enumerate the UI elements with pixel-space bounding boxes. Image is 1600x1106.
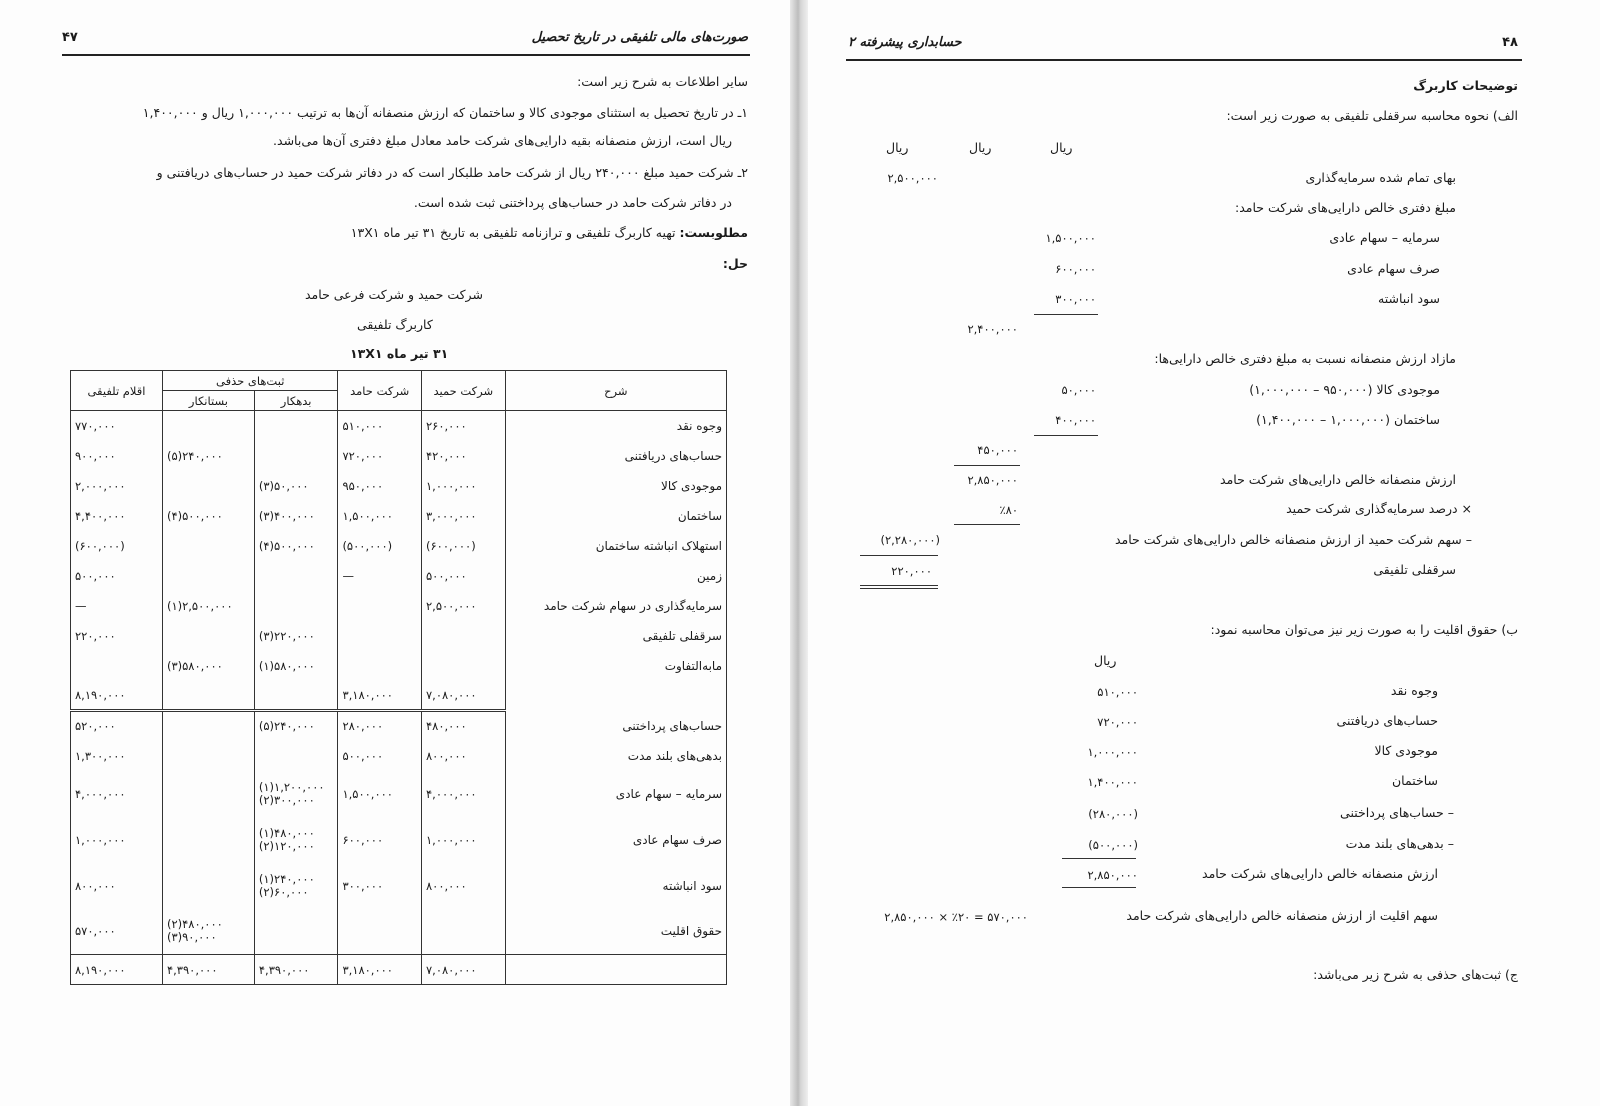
col-header-hamed: شرکت حامد [338, 371, 422, 411]
row-hamed-value [338, 621, 422, 651]
b-item-label: موجودی کالا [1374, 743, 1438, 758]
table-row [71, 621, 727, 651]
row-hamid-value: (۶۰۰,۰۰۰) [422, 531, 506, 561]
capital-label: سرمایه – سهام عادی [1329, 230, 1440, 245]
row-credit-value [162, 909, 254, 955]
row-hamed-value [338, 909, 422, 955]
row-debit-value [254, 909, 338, 955]
goodwill-rule [860, 555, 938, 556]
table-row [71, 501, 727, 531]
row-description: موجودی کالا [505, 471, 726, 501]
a-intro: الف) نحوه محاسبه سرقفلی تلفیقی به صورت زیر است: [1226, 108, 1518, 123]
row-consolidated-value: ۲۲۰,۰۰۰ [71, 621, 163, 651]
row-hamid-value: ۲۶۰,۰۰۰ [422, 411, 506, 441]
row-credit-value [162, 741, 254, 771]
row-hamid-value: ۸۰۰,۰۰۰ [422, 863, 506, 909]
row-description: سرقفلی تلفیقی [505, 621, 726, 651]
goodwill-double-rule [860, 585, 938, 589]
subtotal-consolidated: ۸,۱۹۰,۰۰۰ [71, 681, 163, 711]
total-description [505, 955, 726, 985]
premium-label: صرف سهام عادی [1347, 261, 1440, 276]
row-hamed-value: ۵۰۰,۰۰۰ [338, 741, 422, 771]
b-item-label: حساب‌های دریافتنی [1336, 713, 1438, 728]
table-row [71, 591, 727, 621]
row-hamid-value [422, 621, 506, 651]
col-header-hamid: شرکت حمید [422, 371, 506, 411]
goodwill-label: سرقفلی تلفیقی [1373, 562, 1456, 577]
excess-label: مازاد ارزش منصفانه نسبت به مبلغ دفتری خالص دارایی‌ها: [1154, 351, 1456, 366]
row-debit-value: (۱)۵۸۰,۰۰۰ [254, 651, 338, 681]
b-item-value: ۱,۴۰۰,۰۰۰ [1087, 775, 1138, 789]
row-hamed-value: (۵۰۰,۰۰۰) [338, 531, 422, 561]
row-description: بدهی‌های بلند مدت [505, 741, 726, 771]
b-item-label: – بدهی‌های بلند مدت [1345, 836, 1454, 851]
b-total-underline [1062, 887, 1136, 888]
row-hamid-value: ۲,۵۰۰,۰۰۰ [422, 591, 506, 621]
row-description: زمین [505, 561, 726, 591]
row-debit-value-line2: (۲)۳۰۰,۰۰۰ [258, 792, 315, 807]
table-row [71, 863, 727, 909]
row-credit-value [162, 863, 254, 909]
col-header-consolidated: اقلام تلفیقی [71, 371, 163, 411]
minority-label: سهم اقلیت از ارزش منصفانه خالص دارایی‌های شرکت حامد [1126, 908, 1438, 923]
col-header-debit: بدهکار [254, 391, 338, 411]
row-hamed-value: — [338, 561, 422, 591]
row-debit-value [254, 817, 338, 863]
table-row [71, 471, 727, 501]
b-item-label: – حساب‌های پرداختنی [1340, 805, 1454, 820]
row-description: سود انباشته [505, 863, 726, 909]
row-consolidated-value: ۵۷۰,۰۰۰ [71, 909, 163, 955]
table-row [71, 651, 727, 681]
row-credit-value [162, 771, 254, 817]
row-hamid-value: ۳,۰۰۰,۰۰۰ [422, 501, 506, 531]
row-debit-value: (۴)۵۰۰,۰۰۰ [254, 531, 338, 561]
subtotal-hamed: ۳,۱۸۰,۰۰۰ [338, 681, 422, 711]
total-credit: ۴,۳۹۰,۰۰۰ [162, 955, 254, 985]
goodwill-value: ۲۲۰,۰۰۰ [891, 564, 932, 578]
col-rial-2: ریال [969, 140, 992, 155]
item2-line2: در دفاتر شرکت حامد در حساب‌های پرداختنی ثبت شده است. [413, 195, 732, 210]
row-hamid-value: ۴۲۰,۰۰۰ [422, 441, 506, 471]
row-description: سرمایه‌گذاری در سهام شرکت حامد [505, 591, 726, 621]
row-debit-value [254, 561, 338, 591]
table-row [71, 711, 727, 741]
row-debit-value [254, 411, 338, 441]
row-hamed-value [338, 651, 422, 681]
row-credit-value: (۵)۲۴۰,۰۰۰ [162, 441, 254, 471]
table-row [71, 561, 727, 591]
capital-value: ۱,۵۰۰,۰۰۰ [1045, 231, 1096, 245]
solution-label: حل: [722, 256, 748, 271]
row-hamed-value [338, 591, 422, 621]
right-header-rule [846, 59, 1522, 61]
row-credit-value-line2: (۳)۹۰,۰۰۰ [166, 930, 217, 945]
row-consolidated-value: ۱,۰۰۰,۰۰۰ [71, 817, 163, 863]
left-header-rule [62, 54, 750, 56]
b-item-value: ۷۲۰,۰۰۰ [1097, 715, 1138, 729]
row-credit-value [162, 561, 254, 591]
row-credit-value-line1: (۲)۴۸۰,۰۰۰ [166, 917, 223, 932]
row-consolidated-value: ۹۰۰,۰۰۰ [71, 441, 163, 471]
row-debit-value-line1: (۱)۴۸۰,۰۰۰ [258, 825, 315, 840]
col-header-description: شرح [505, 371, 726, 411]
total-hamid: ۷,۰۸۰,۰۰۰ [422, 955, 506, 985]
b-item-value: (۵۰۰,۰۰۰) [1088, 838, 1138, 852]
row-hamed-value: ۱,۵۰۰,۰۰۰ [338, 501, 422, 531]
row-consolidated-value: ۵۲۰,۰۰۰ [71, 711, 163, 741]
row-debit-value [254, 441, 338, 471]
row-credit-value: (۴)۵۰۰,۰۰۰ [162, 501, 254, 531]
right-page [808, 0, 1600, 1106]
row-credit-value [162, 817, 254, 863]
total-debit: ۴,۳۹۰,۰۰۰ [254, 955, 338, 985]
row-debit-value: (۳)۲۲۰,۰۰۰ [254, 621, 338, 651]
item1-line2: ریال است، ارزش منصفانه بقیه دارایی‌های شرکت حامد معادل مبلغ دفتری آن‌ها می‌باشد. [273, 133, 732, 148]
row-hamed-value: ۷۲۰,۰۰۰ [338, 441, 422, 471]
row-hamid-value [422, 651, 506, 681]
excess-total: ۴۵۰,۰۰۰ [977, 443, 1018, 457]
row-description: ساختمان [505, 501, 726, 531]
row-debit-value [254, 863, 338, 909]
row-hamid-value: ۴۸۰,۰۰۰ [422, 711, 506, 741]
item1-line1: ۱ـ در تاریخ تحصیل به استثنای موجودی کالا و ساختمان که ارزش منصفانه آن‌ها به ترتیب ۱,۰۰۰,۰۰۰ ریال و ۱,۴۰۰,۰۰۰ [142, 105, 748, 120]
consolidation-worksheet-table [70, 370, 727, 985]
worksheet-title-company: شرکت حمید و شرکت فرعی حامد [305, 287, 483, 302]
book-label: مبلغ دفتری خالص دارایی‌های شرکت حامد: [1234, 200, 1456, 215]
row-hamid-value: ۵۰۰,۰۰۰ [422, 561, 506, 591]
worksheet-title-name: کاربرگ تلفیقی [357, 317, 433, 332]
row-consolidated-value: — [71, 591, 163, 621]
row-hamed-value: ۲۸۰,۰۰۰ [338, 711, 422, 741]
row-debit-value-line1: (۱)۲۴۰,۰۰۰ [258, 871, 315, 886]
subtotal-hamid: ۷,۰۸۰,۰۰۰ [422, 681, 506, 711]
row-credit-value: (۳)۵۸۰,۰۰۰ [162, 651, 254, 681]
row-description: حساب‌های دریافتنی [505, 441, 726, 471]
inventory-value: ۵۰,۰۰۰ [1061, 383, 1096, 397]
pct-rule [954, 524, 1020, 525]
row-consolidated-value: ۱,۳۰۰,۰۰۰ [71, 741, 163, 771]
c-intro: ج) ثبت‌های حذفی به شرح زیر می‌باشد: [1313, 967, 1518, 982]
row-consolidated-value [71, 651, 163, 681]
row-description: وجوه نقد [505, 411, 726, 441]
b-item-value: (۲۸۰,۰۰۰) [1088, 807, 1138, 821]
pct-value: ٪۸۰ [999, 503, 1018, 517]
table-row [71, 411, 727, 441]
left-page [0, 0, 790, 1106]
subtotal-credit [162, 681, 254, 711]
col-header-credit: بستانکار [162, 391, 254, 411]
left-page-number: ۴۷ [62, 30, 78, 45]
required-label: مطلوبست: [679, 225, 748, 240]
row-hamed-value: ۶۰۰,۰۰۰ [338, 817, 422, 863]
total-hamed: ۳,۱۸۰,۰۰۰ [338, 955, 422, 985]
row-hamid-value [422, 909, 506, 955]
b-item-label: ساختمان [1392, 773, 1438, 788]
row-debit-value-line2: (۲)۱۲۰,۰۰۰ [258, 838, 315, 853]
col-rial-1: ریال [886, 140, 909, 155]
row-debit-value [254, 591, 338, 621]
col-rial-3: ریال [1050, 140, 1073, 155]
col-header-eliminations: ثبت‌های حذفی [162, 371, 337, 391]
subtotal-row [71, 681, 727, 711]
b-intro: ب) حقوق اقلیت را به صورت زیر نیز می‌توان محاسبه نمود: [1210, 622, 1518, 637]
row-consolidated-value: ۸۰۰,۰۰۰ [71, 863, 163, 909]
row-debit-value-line1: (۱)۱,۲۰۰,۰۰۰ [258, 779, 325, 794]
row-description: مابه‌التفاوت [505, 651, 726, 681]
cost-label: بهای تمام شده سرمایه‌گذاری [1305, 170, 1456, 185]
worksheet-title-date: ۳۱ تیر ماه ۱۳X۱ [350, 346, 449, 361]
share-label: – سهم شرکت حمید از ارزش منصفانه خالص دارایی‌های شرکت حامد [1114, 532, 1472, 547]
b-item-value: ۲,۸۵۰,۰۰۰ [1087, 868, 1138, 882]
share-value: (۲,۲۸۰,۰۰۰) [880, 533, 940, 547]
item2-line1: ۲ـ شرکت حمید مبلغ ۲۴۰,۰۰۰ ریال از شرکت حامد طلبکار است که در دفاتر شرکت حمید در حساب‌های دریافتنی و [156, 165, 748, 180]
row-credit-value [162, 411, 254, 441]
table-row [71, 817, 727, 863]
b-item-value: ۱,۰۰۰,۰۰۰ [1087, 745, 1138, 759]
subtotal-debit [254, 681, 338, 711]
pct-label: × درصد سرمایه‌گذاری شرکت حمید [1286, 501, 1472, 516]
row-debit-value [254, 741, 338, 771]
row-consolidated-value: (۶۰۰,۰۰۰) [71, 531, 163, 561]
retained-value: ۳۰۰,۰۰۰ [1055, 292, 1096, 306]
row-hamid-value: ۱,۰۰۰,۰۰۰ [422, 817, 506, 863]
row-debit-value [254, 771, 338, 817]
row-description: سرمایه – سهام عادی [505, 771, 726, 817]
required-line [351, 225, 748, 240]
row-hamed-value: ۵۱۰,۰۰۰ [338, 411, 422, 441]
book-total: ۲,۴۰۰,۰۰۰ [967, 322, 1018, 336]
b-item-value: ۵۱۰,۰۰۰ [1097, 685, 1138, 699]
row-consolidated-value: ۲,۰۰۰,۰۰۰ [71, 471, 163, 501]
row-hamid-value: ۱,۰۰۰,۰۰۰ [422, 471, 506, 501]
row-debit-value-line2: (۲)۶۰,۰۰۰ [258, 884, 309, 899]
row-consolidated-value: ۴,۴۰۰,۰۰۰ [71, 501, 163, 531]
row-hamed-value: ۱,۵۰۰,۰۰۰ [338, 771, 422, 817]
row-debit-value: (۳)۵۰,۰۰۰ [254, 471, 338, 501]
row-hamid-value: ۸۰۰,۰۰۰ [422, 741, 506, 771]
row-consolidated-value: ۷۷۰,۰۰۰ [71, 411, 163, 441]
left-page-header-title: صورت‌های مالی تلفیقی در تاریخ تحصیل [531, 30, 748, 45]
b-col-rial: ریال [1094, 653, 1117, 668]
fv-sum-rule [954, 465, 1020, 466]
row-description: صرف سهام عادی [505, 817, 726, 863]
cost-value: ۲,۵۰۰,۰۰۰ [887, 171, 938, 185]
row-description: حساب‌های پرداختنی [505, 711, 726, 741]
row-credit-value [162, 711, 254, 741]
row-description: حقوق اقلیت [505, 909, 726, 955]
table-row [71, 771, 727, 817]
row-debit-value: (۳)۴۰۰,۰۰۰ [254, 501, 338, 531]
row-hamid-value: ۴,۰۰۰,۰۰۰ [422, 771, 506, 817]
row-debit-value: (۵)۲۴۰,۰۰۰ [254, 711, 338, 741]
retained-label: سود انباشته [1378, 291, 1440, 306]
table-row [71, 741, 727, 771]
subtotal-description [505, 681, 726, 711]
b-sum-rule [1062, 858, 1136, 859]
b-item-label: وجوه نقد [1390, 683, 1438, 698]
section-title: توضیحات کاربرگ [1413, 78, 1518, 93]
row-hamed-value: ۳۰۰,۰۰۰ [338, 863, 422, 909]
right-page-number: ۴۸ [1502, 35, 1518, 50]
building-value: ۴۰۰,۰۰۰ [1055, 413, 1096, 427]
book-spine [790, 0, 808, 1106]
building-label: ساختمان (۱,۰۰۰,۰۰۰ – ۱,۴۰۰,۰۰۰) [1256, 412, 1440, 427]
row-credit-value: (۱)۲,۵۰۰,۰۰۰ [162, 591, 254, 621]
row-credit-value [162, 621, 254, 651]
row-consolidated-value: ۴,۰۰۰,۰۰۰ [71, 771, 163, 817]
minority-calc: ۲,۸۵۰,۰۰۰ × ٪۲۰ = ۵۷۰,۰۰۰ [884, 910, 1028, 924]
row-hamed-value: ۹۵۰,۰۰۰ [338, 471, 422, 501]
total-row [71, 955, 727, 985]
table-row [71, 441, 727, 471]
fv-label: ارزش منصفانه خالص دارایی‌های شرکت حامد [1220, 472, 1456, 487]
total-consolidated: ۸,۱۹۰,۰۰۰ [71, 955, 163, 985]
table-row [71, 909, 727, 955]
inventory-label: موجودی کالا (۹۵۰,۰۰۰ – ۱,۰۰۰,۰۰۰) [1249, 382, 1440, 397]
row-description: استهلاک انباشته ساختمان [505, 531, 726, 561]
row-credit-value [162, 471, 254, 501]
fv-value: ۲,۸۵۰,۰۰۰ [967, 473, 1018, 487]
required-text: تهیه کاربرگ تلفیقی و ترازنامه تلفیقی به تاریخ ۳۱ تیر ماه ۱۳X۱ [350, 225, 676, 240]
intro-text: سایر اطلاعات به شرح زیر است: [577, 74, 748, 89]
row-consolidated-value: ۵۰۰,۰۰۰ [71, 561, 163, 591]
table-row [71, 531, 727, 561]
right-page-header-title: حسابداری پیشرفته ۲ [848, 35, 962, 50]
b-item-label: ارزش منصفانه خالص دارایی‌های شرکت حامد [1202, 866, 1438, 881]
excess-sum-rule [1034, 435, 1098, 436]
book-sum-rule [1034, 314, 1098, 315]
row-credit-value [162, 531, 254, 561]
premium-value: ۶۰۰,۰۰۰ [1055, 262, 1096, 276]
